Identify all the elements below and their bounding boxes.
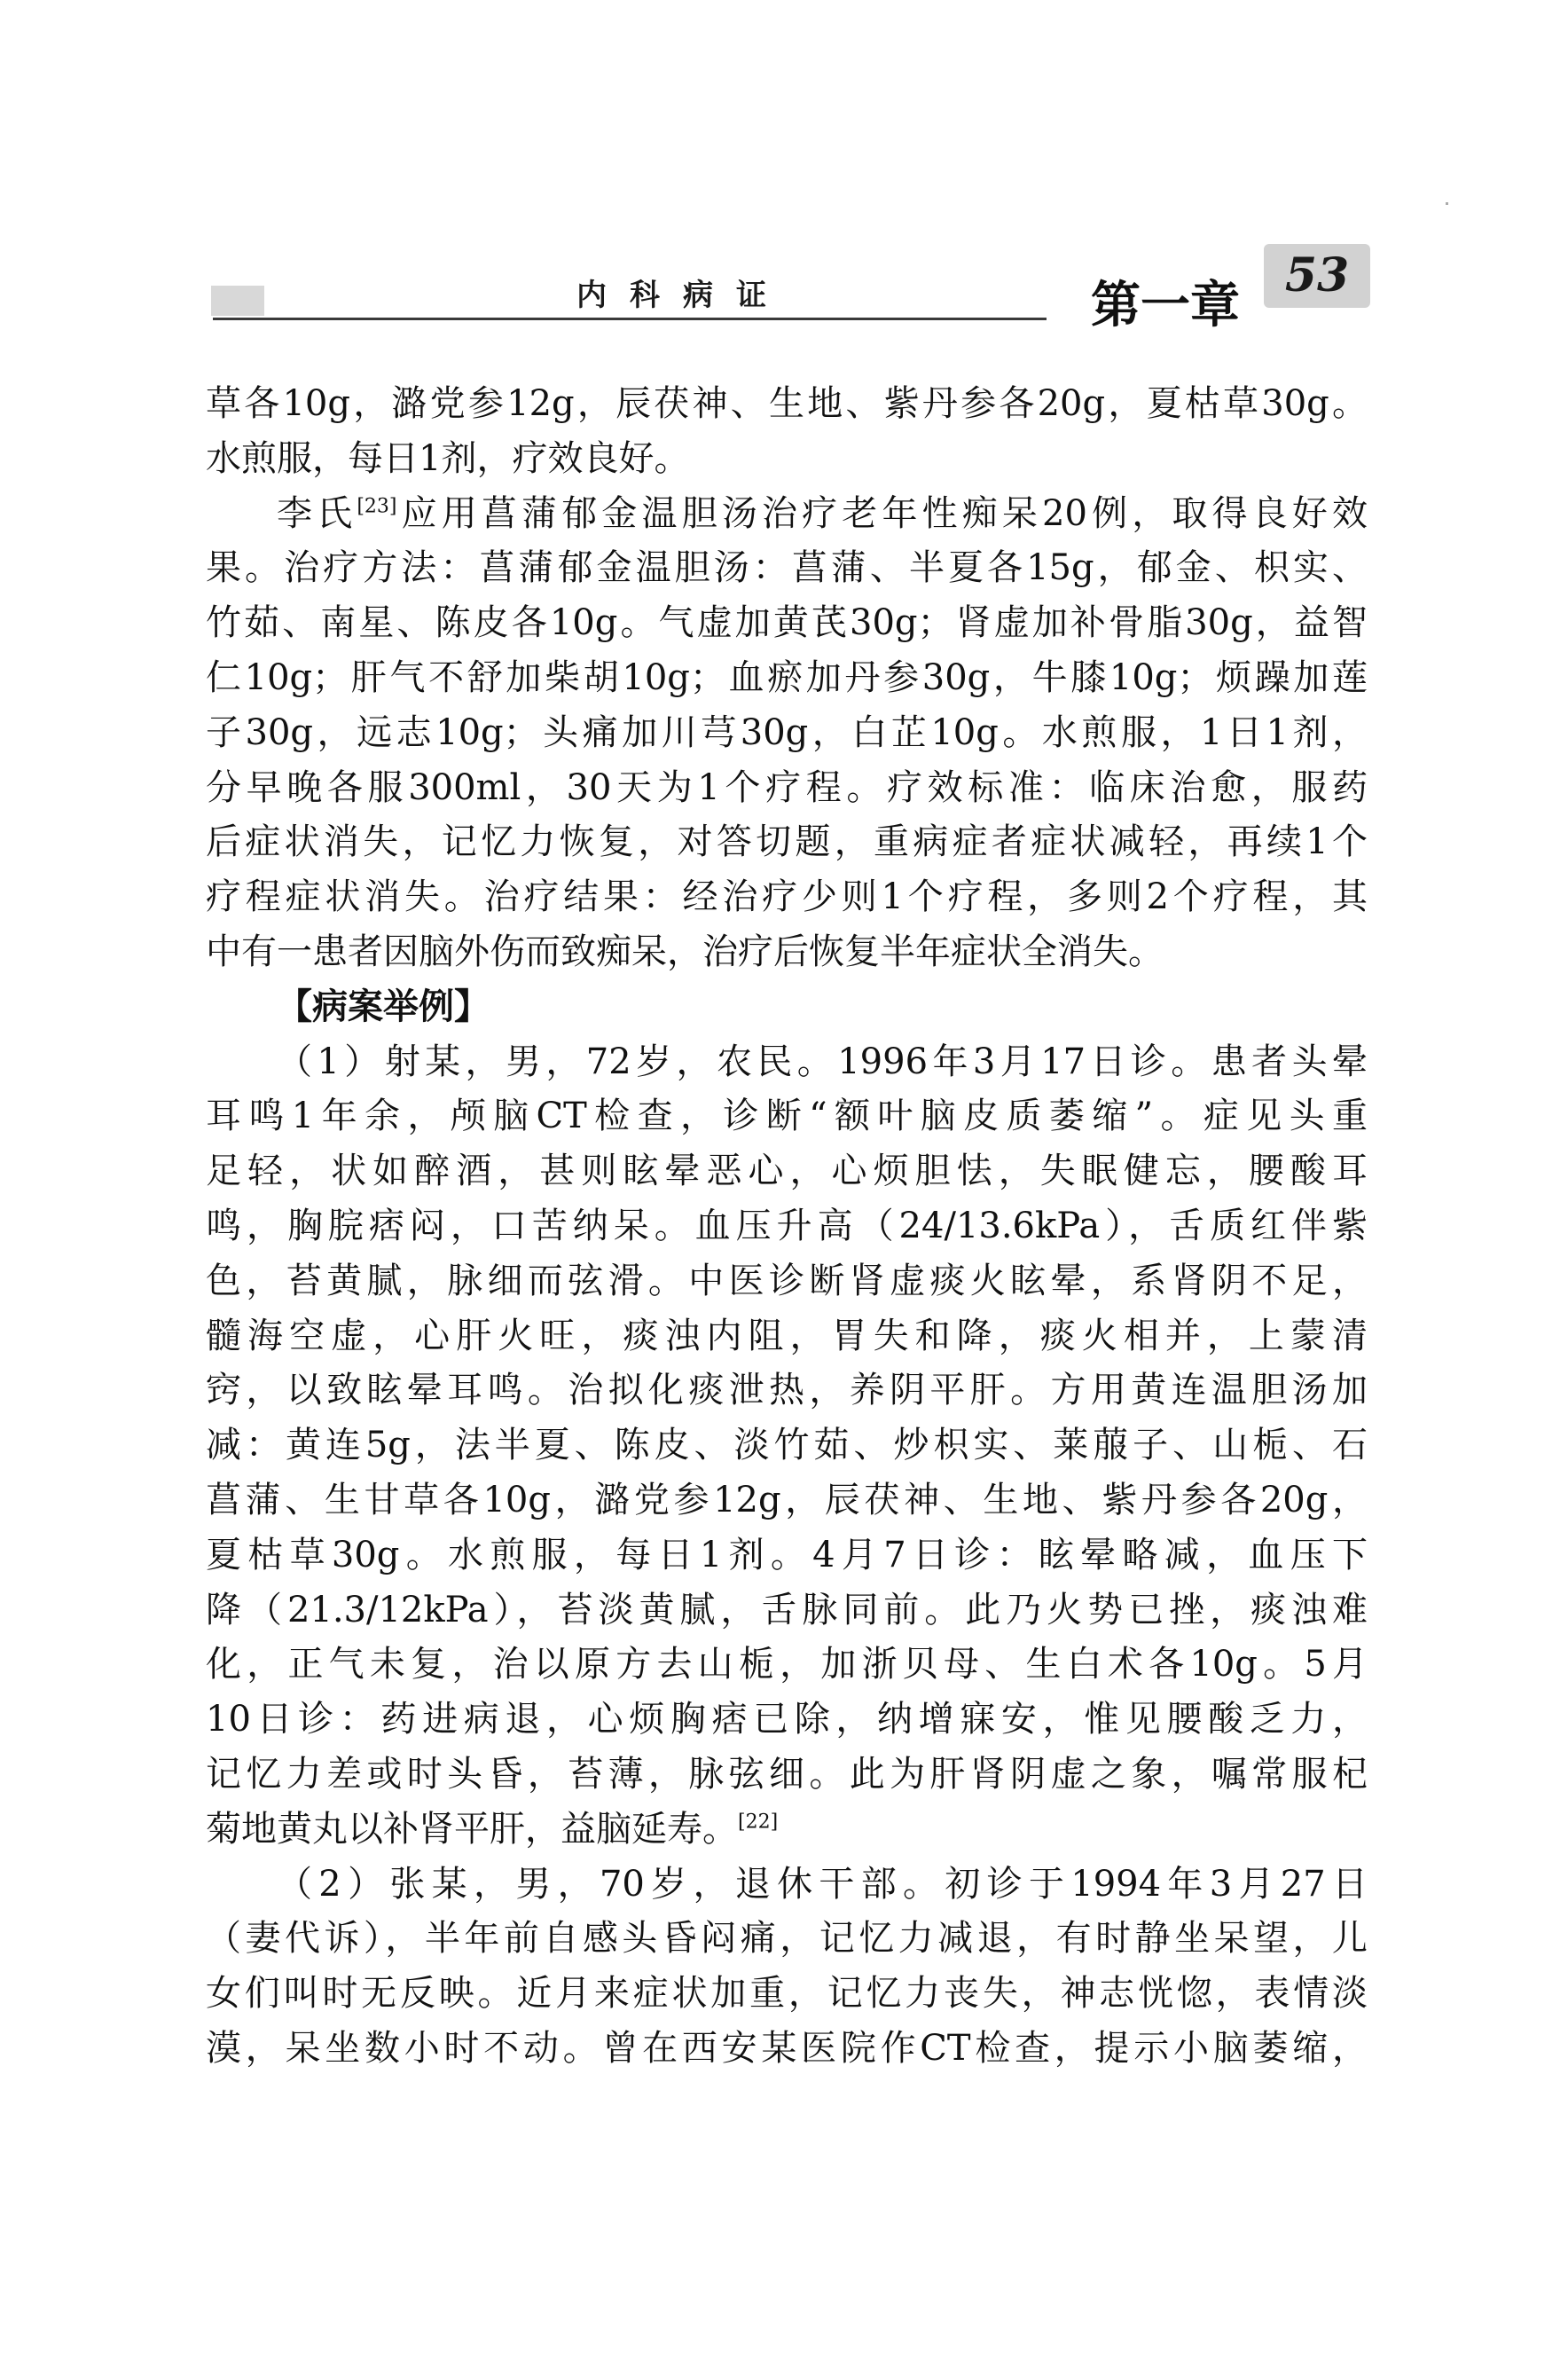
text-line: 减：黄连5g，法半夏、陈皮、淡竹茹、炒枳实、莱菔子、山栀、石	[206, 1425, 1368, 1466]
page-number: 53	[1264, 244, 1370, 308]
text-line: 仁10g；肝气不舒加柴胡10g；血瘀加丹参30g，牛膝10g；烦躁加莲	[206, 656, 1368, 698]
text-line: 后症状消失，记忆力恢复，对答切题，重病症者症状减轻，再续1个	[206, 821, 1368, 863]
text-line: 草各10g，潞党参12g，辰茯神、生地、紫丹参各20g，夏枯草30g。	[206, 383, 1368, 424]
paragraph-line	[206, 1803, 1368, 1858]
scan-dot	[1446, 202, 1448, 205]
text-line: 水煎服，每日1剂，疗效良好。	[206, 437, 690, 479]
text-line: 鸣，胸脘痞闷，口苦纳呆。血压升高（24/13.6kPa），舌质红伴紫	[206, 1205, 1368, 1246]
text-line: 窍，以致眩晕耳鸣。治拟化痰泄热，养阴平肝。方用黄连温胆汤加	[206, 1370, 1368, 1411]
text-line: 降（21.3/12kPa），苔淡黄腻，舌脉同前。此乃火势已挫，痰浊难	[206, 1589, 1368, 1630]
body-text	[206, 377, 1368, 2077]
text-fragment: 菊地黄丸以补肾平肝，益脑延寿。	[206, 1808, 738, 1850]
header-rule	[213, 318, 1047, 320]
text-line: 10日诊：药进病退，心烦胸痞已除，纳增寐安，惟见腰酸乏力，	[206, 1699, 1368, 1740]
text-line: 漠，呆坐数小时不动。曾在西安某医院作CT检查，提示小脑萎缩，	[206, 2027, 1368, 2069]
text-line: 记忆力差或时头昏，苔薄，脉弦细。此为肝肾阴虚之象，嘱常服杞	[206, 1753, 1368, 1795]
text-line: 色，苔黄腻，脉细而弦滑。中医诊断肾虚痰火眩晕，系肾阴不足，	[206, 1260, 1368, 1301]
citation-ref: [22]	[738, 1811, 779, 1834]
text-line: 疗程症状消失。治疗结果：经治疗少则1个疗程，多则2个疗程，其	[206, 876, 1368, 918]
text-line: （1）射某，男，72岁，农民。1996年3月17日诊。患者头晕	[277, 1041, 1368, 1082]
scan-mark	[211, 286, 264, 316]
text-line: 子30g，远志10g；头痛加川芎30g，白芷10g。水煎服，1日1剂，	[206, 711, 1368, 753]
text-line: 耳鸣1年余，颅脑CT检查，诊断“额叶脑皮质萎缩”。症见头重	[206, 1096, 1368, 1137]
case-heading: 【病案举例】	[277, 986, 490, 1027]
text-line: 菖蒲、生甘草各10g，潞党参12g，辰茯神、生地、紫丹参各20g，	[206, 1479, 1368, 1520]
section-title: 内科病证	[576, 278, 789, 313]
text-fragment: 李氏	[277, 492, 357, 534]
text-line: （2）张某，男，70岁，退休干部。初诊于1994年3月27日	[277, 1863, 1368, 1905]
citation-ref: [23]	[357, 495, 397, 518]
text-line: 足轻，状如醉酒，甚则眩晕恶心，心烦胆怯，失眠健忘，腰酸耳	[206, 1151, 1368, 1192]
chapter-label: 第一章	[1091, 277, 1240, 334]
paragraph-line	[206, 487, 1368, 542]
text-fragment: 应用菖蒲郁金温胆汤治疗老年性痴呆20例，取得良好效	[396, 492, 1368, 534]
text-line: 中有一患者因脑外伤而致痴呆，治疗后恢复半年症状全消失。	[206, 931, 1164, 972]
text-line: （妻代诉），半年前自感头昏闷痛，记忆力减退，有时静坐呆望，儿	[206, 1918, 1368, 1960]
text-line: 夏枯草30g。水煎服，每日1剂。4月7日诊：眩晕略减，血压下	[206, 1534, 1368, 1575]
text-line: 竹茹、南星、陈皮各10g。气虚加黄芪30g；肾虚加补骨脂30g，益智	[206, 602, 1368, 644]
text-line: 分早晚各服300ml，30天为1个疗程。疗效标准：临床治愈，服药	[206, 766, 1368, 808]
page-header	[0, 0, 1568, 337]
text-line: 髓海空虚，心肝火旺，痰浊内阻，胃失和降，痰火相并，上蒙清	[206, 1315, 1368, 1356]
text-line: 女们叫时无反映。近月来症状加重，记忆力丧失，神志恍惚，表情淡	[206, 1973, 1368, 2015]
text-line: 化，正气未复，治以原方去山栀，加浙贝母、生白术各10g。5月	[206, 1644, 1368, 1685]
text-line: 果。治疗方法：菖蒲郁金温胆汤：菖蒲、半夏各15g，郁金、枳实、	[206, 547, 1368, 589]
